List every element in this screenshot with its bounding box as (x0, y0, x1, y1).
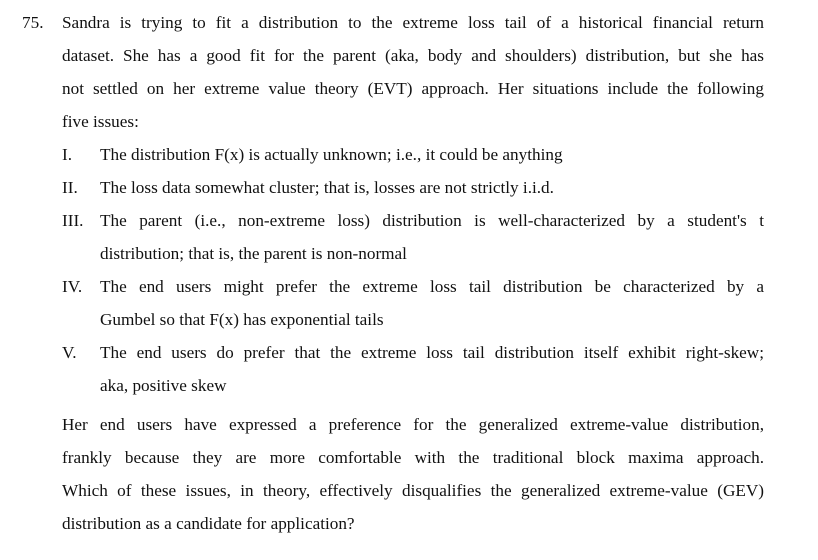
issue-text (100, 336, 764, 402)
issue-numeral: I. (62, 145, 73, 164)
issue-numeral: IV. (62, 277, 83, 296)
issue-numeral: III. (62, 211, 84, 230)
issue-item-v (62, 336, 764, 402)
issue-text (100, 204, 764, 270)
outro-line: Which of these issues, in theory, effectively disqualifies the generalized extreme-value (GEV) (62, 481, 764, 500)
issue-item-i (62, 138, 764, 171)
issue-line: The parent (i.e., non-extreme loss) distribution is well-characterized by a student's t (100, 211, 764, 230)
issue-text (100, 270, 764, 336)
question-intro (62, 6, 764, 138)
issue-line: Gumbel so that F(x) has exponential tails (100, 310, 384, 329)
issue-text (100, 171, 764, 204)
intro-line: not settled on her extreme value theory (EVT) approach. Her situations include the following (62, 79, 764, 98)
outro-line: frankly because they are more comfortable with the traditional block maxima approach. (62, 448, 764, 467)
issue-line: The distribution F(x) is actually unknown; i.e., it could be anything (100, 145, 563, 164)
issues-list (62, 138, 764, 402)
question-outro (62, 408, 764, 540)
issue-numeral: II. (62, 178, 78, 197)
issue-line: distribution; that is, the parent is non-normal (100, 244, 407, 263)
intro-line: Sandra is trying to fit a distribution to the extreme loss tail of a historical financial return (62, 13, 764, 32)
issue-item-iii (62, 204, 764, 270)
issue-text (100, 138, 764, 171)
question-number: 75. (22, 13, 44, 32)
intro-line: dataset. She has a good fit for the parent (aka, body and shoulders) distribution, but she has (62, 46, 764, 65)
issue-line: aka, positive skew (100, 376, 227, 395)
outro-line: distribution as a candidate for application? (62, 514, 355, 533)
issue-numeral: V. (62, 343, 77, 362)
issue-item-iv (62, 270, 764, 336)
issue-line: The end users might prefer the extreme loss tail distribution be characterized by a (100, 277, 764, 296)
issue-item-ii (62, 171, 764, 204)
intro-line: five issues: (62, 112, 139, 131)
issue-line: The loss data somewhat cluster; that is, losses are not strictly i.i.d. (100, 178, 554, 197)
outro-line: Her end users have expressed a preference for the generalized extreme-value distribution, (62, 415, 764, 434)
issue-line: The end users do prefer that the extreme loss tail distribution itself exhibit right-skew; (100, 343, 764, 362)
